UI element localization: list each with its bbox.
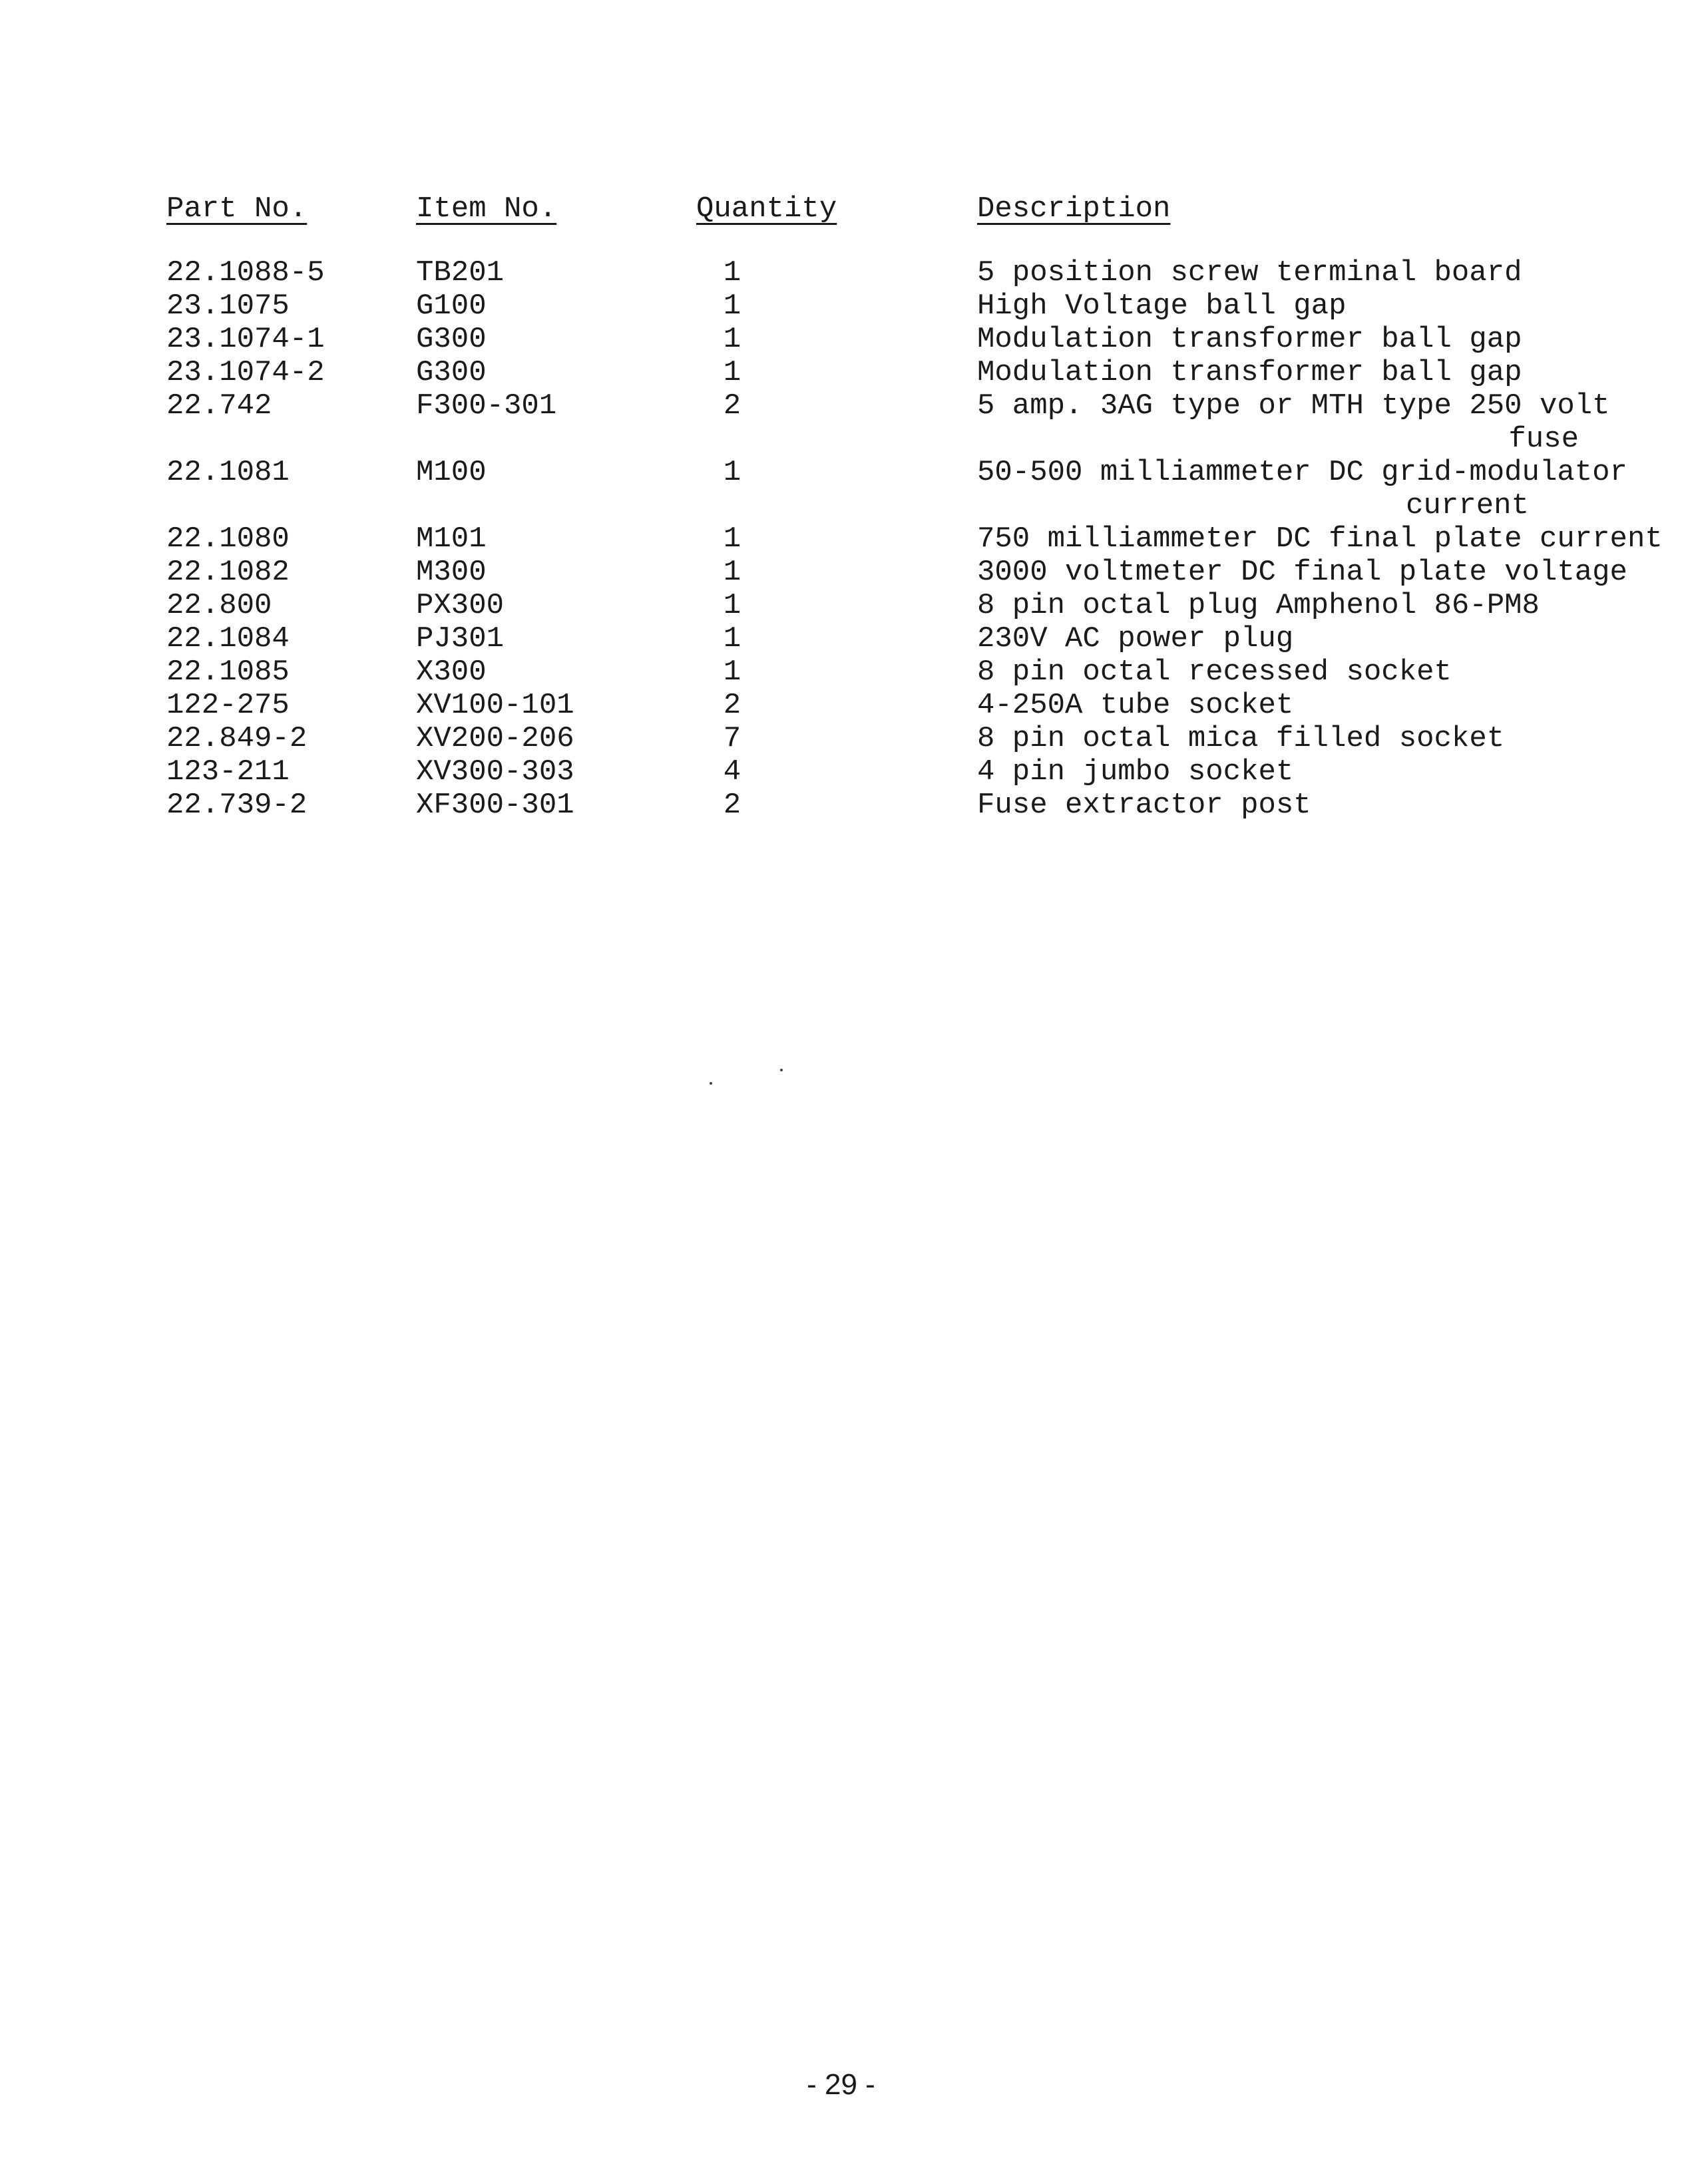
table-row [0,589,1682,622]
table-row [0,655,1682,689]
scan-speck [710,1082,712,1085]
item-no: X300 [416,655,487,689]
quantity: 1 [723,456,741,489]
part-no: 22.742 [166,389,272,423]
part-no: 22.1084 [166,622,290,655]
part-no: 22.1080 [166,522,290,556]
table-row [0,356,1682,389]
part-no: 22.849-2 [166,722,308,755]
table-row [0,456,1682,522]
table-row [0,622,1682,655]
description: 5 position screw terminal board [977,256,1522,289]
part-no: 22.1088-5 [166,256,325,289]
part-no: 22.1082 [166,556,290,589]
table-row [0,556,1682,589]
item-no: F300-301 [416,389,557,423]
description-continuation: fuse [1508,423,1579,456]
quantity: 1 [723,323,741,356]
item-no: PJ301 [416,622,505,655]
page-number: - 29 - [807,2068,875,2101]
description: 8 pin octal plug Amphenol 86-PM8 [977,589,1540,622]
item-no: M100 [416,456,487,489]
description: 8 pin octal mica filled socket [977,722,1505,755]
quantity: 1 [723,655,741,689]
table-row [0,755,1682,789]
part-no: 23.1074-1 [166,323,325,356]
description: 3000 voltmeter DC final plate voltage [977,556,1627,589]
part-no: 123-211 [166,755,290,789]
quantity: 7 [723,722,741,755]
header-description: Description [977,192,1171,226]
table-row [0,323,1682,356]
table-row [0,289,1682,323]
item-no: TB201 [416,256,505,289]
description: High Voltage ball gap [977,289,1347,323]
description: 4 pin jumbo socket [977,755,1294,789]
quantity: 1 [723,289,741,323]
header-quantity: Quantity [696,192,837,226]
scan-speck [780,1069,783,1071]
description: 750 milliammeter DC final plate current [977,522,1663,556]
item-no: XF300-301 [416,789,574,822]
description: Modulation transformer ball gap [977,323,1522,356]
part-no: 23.1075 [166,289,290,323]
quantity: 1 [723,589,741,622]
quantity: 2 [723,789,741,822]
part-no: 23.1074-2 [166,356,325,389]
table-row [0,789,1682,822]
header-item-no: Item No. [416,192,557,226]
item-no: G300 [416,323,487,356]
description: 230V AC power plug [977,622,1294,655]
table-row [0,689,1682,722]
description: 5 amp. 3AG type or MTH type 250 volt [977,389,1610,423]
table-row [0,522,1682,556]
quantity: 2 [723,389,741,423]
parts-list [0,256,1682,822]
quantity: 2 [723,689,741,722]
item-no: PX300 [416,589,505,622]
quantity: 1 [723,556,741,589]
table-row [0,256,1682,289]
item-no: G300 [416,356,487,389]
description-continuation: current [1406,489,1529,522]
description: 8 pin octal recessed socket [977,655,1452,689]
description: Fuse extractor post [977,789,1311,822]
quantity: 1 [723,622,741,655]
item-no: XV300-303 [416,755,574,789]
part-no: 22.1085 [166,655,290,689]
part-no: 22.1081 [166,456,290,489]
quantity: 4 [723,755,741,789]
quantity: 1 [723,256,741,289]
table-row [0,722,1682,755]
item-no: XV100-101 [416,689,574,722]
quantity: 1 [723,356,741,389]
item-no: M300 [416,556,487,589]
table-row [0,389,1682,456]
item-no: XV200-206 [416,722,574,755]
item-no: G100 [416,289,487,323]
part-no: 22.739-2 [166,789,308,822]
header-part-no: Part No. [166,192,308,226]
part-no: 22.800 [166,589,272,622]
description: Modulation transformer ball gap [977,356,1522,389]
part-no: 122-275 [166,689,290,722]
quantity: 1 [723,522,741,556]
description: 4-250A tube socket [977,689,1294,722]
description: 50-500 milliammeter DC grid-modulator [977,456,1627,489]
item-no: M101 [416,522,487,556]
